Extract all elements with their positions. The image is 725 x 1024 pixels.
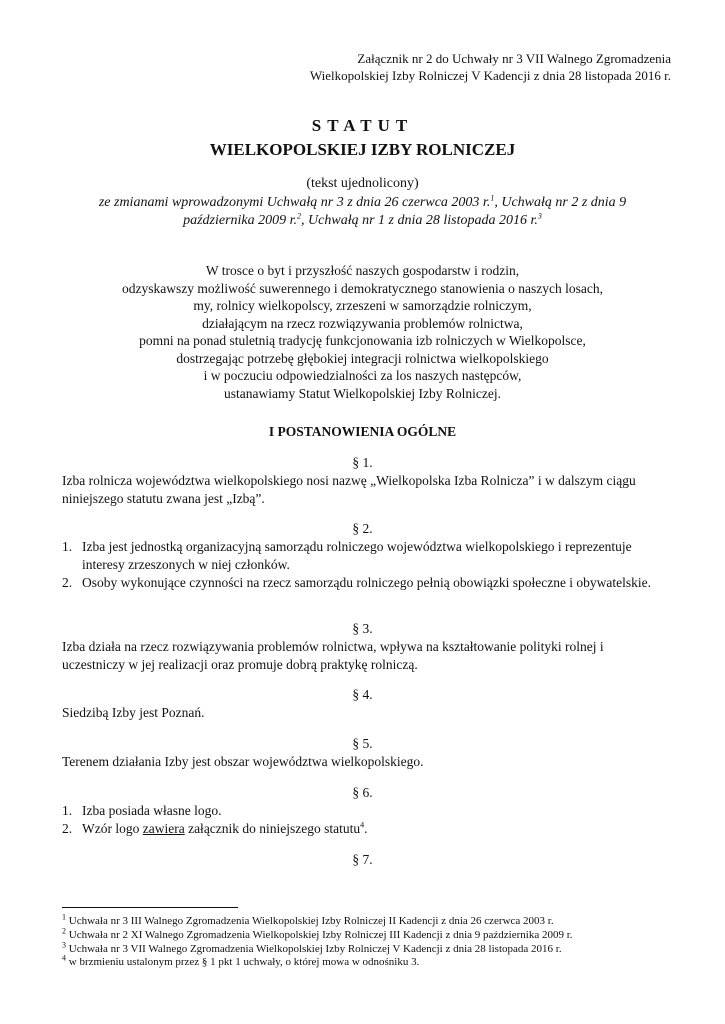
paragraph-2-list: [62, 538, 664, 592]
footnote-number: 2: [62, 926, 66, 936]
preamble-line: i w poczuciu odpowiedzialności za los naszych następców,: [203, 368, 522, 383]
list-item-number: 2.: [62, 821, 73, 836]
preamble-line: działającym na rzecz rozwiązywania problemów rolnictwa,: [202, 315, 523, 331]
preamble-line: my, rolnicy wielkopolscy, zrzeszeni w samorządzie rolniczym,: [193, 298, 532, 313]
footnote-ref: 3: [537, 211, 542, 221]
preamble: [0, 262, 725, 402]
footnote-number: 3: [62, 939, 66, 949]
list-item-number: 1.: [62, 803, 73, 818]
paragraph-4-text: Siedzibą Izby jest Poznań.: [62, 705, 205, 720]
amendment-text: ze zmianami wprowadzonymi Uchwałą nr 3 z dnia 26 czerwca 2003 r.: [98, 195, 491, 210]
attachment-header-line2: Wielkopolskiej Izby Rolniczej V Kadencji z dnia 28 listopada 2016 r.: [309, 68, 671, 83]
section-heading: I POSTANOWIENIA OGÓLNE: [268, 424, 457, 439]
text-fragment: załącznik do niniejszego statutu: [184, 821, 361, 836]
list-item-number: 1.: [62, 539, 73, 554]
attachment-header-line1: Załącznik nr 2 do Uchwały nr 3 VII Walnego Zgromadzenia: [357, 51, 671, 66]
paragraph-mark-4: § 4.: [352, 687, 373, 702]
attachment-header: [310, 50, 671, 84]
footnote-number: 1: [62, 912, 66, 922]
footnote-text: Uchwała nr 3 VII Walnego Zgromadzenia Wielkopolskiej Izby Rolniczej V Kadencji z dnia 28 listopada 2016 r.: [66, 942, 562, 955]
footnote: [62, 953, 573, 970]
list-item-number: 2.: [62, 575, 73, 590]
amendment-text: , Uchwałą nr 2 z dnia 9: [494, 195, 627, 210]
footnote-ref: 2: [297, 211, 302, 221]
document-title: STATUT: [311, 116, 414, 135]
paragraph-mark-7: § 7.: [352, 852, 373, 867]
paragraph-5-text: Terenem działania Izby jest obszar województwa wielkopolskiego.: [62, 754, 424, 769]
footnote: [62, 912, 573, 929]
paragraph-mark-2: § 2.: [352, 521, 373, 536]
paragraph-1-text: Izba rolnicza województwa wielkopolskiego nosi nazwę „Wielkopolska Izba Rolnicza” i w dalszym ciągu niniejszego statutu zwana jest „Izbą”.: [62, 473, 636, 506]
footnote-ref: 4: [360, 820, 365, 830]
footnote-text: Uchwała nr 3 III Walnego Zgromadzenia Wielkopolskiej Izby Rolniczej II Kadencji z dnia 26 czerwca 2003 r.: [66, 915, 554, 927]
footnote-text: w brzmieniu ustalonym przez § 1 pkt 1 uchwały, o której mowa w odnośniku 3.: [66, 956, 420, 969]
footnote-separator: [62, 907, 238, 908]
preamble-line: odzyskawszy możliwość suwerennego i demokratycznego stanowienia o naszych losach,: [122, 280, 603, 296]
text-fragment: Wzór logo: [82, 821, 143, 836]
footnote-number: 4: [62, 953, 66, 963]
paragraph-mark-1: § 1.: [352, 455, 373, 470]
amendment-text: , Uchwałą nr 1 z dnia 28 listopada 2016 r.: [301, 213, 538, 228]
preamble-line: dostrzegając potrzebę głębokiej integracji rolnictwa wielkopolskiego: [176, 350, 549, 366]
paragraph-6-list: [62, 802, 664, 838]
subtitle-consolidated: (tekst ujednolicony): [306, 176, 419, 191]
list-item-text: Izba posiada własne logo.: [82, 803, 222, 818]
preamble-line: W trosce o byt i przyszłość naszych gospodarstw i rodzin,: [205, 263, 520, 278]
paragraph-3-text: Izba działa na rzecz rozwiązywania problemów rolnictwa, wpływa na kształtowanie polityki rolnej i uczestniczy w jej realizacji oraz promuje dobrą praktykę rolniczą.: [62, 639, 604, 672]
paragraph-mark-6: § 6.: [352, 785, 373, 800]
list-item-text: [82, 820, 368, 838]
paragraph-mark-5: § 5.: [352, 736, 373, 751]
amendment-text: października 2009 r.: [183, 213, 298, 228]
list-item: [62, 574, 664, 592]
footnotes: [62, 912, 573, 970]
list-item: [62, 802, 664, 820]
document-title-org: WIELKOPOLSKIEJ IZBY ROLNICZEJ: [209, 140, 516, 159]
footnote-text: Uchwała nr 2 XI Walnego Zgromadzenia Wielkopolskiej Izby Rolniczej III Kadencji z dnia 9 października 2009 r.: [66, 928, 573, 941]
footnote: [62, 939, 573, 957]
paragraph-mark-3: § 3.: [352, 621, 373, 636]
underlined-word: zawiera: [142, 821, 185, 836]
list-item-text: Osoby wykonujące czynności na rzecz samorządu rolniczego pełnią obowiązki społeczne i obywatelskie.: [82, 575, 652, 590]
subtitle-amendments: [0, 194, 725, 230]
list-item-text: Izba jest jednostką organizacyjną samorządu rolniczego województwa wielkopolskiego i reprezentuje interesy zrzeszonych w niej członków.: [82, 539, 632, 572]
text-fragment: .: [364, 821, 368, 836]
footnote-ref: 1: [490, 193, 495, 203]
list-item: [62, 538, 664, 574]
list-item: [62, 820, 664, 838]
preamble-line: pomni na ponad stuletnią tradycję funkcjonowania izb rolniczych w Wielkopolsce,: [139, 333, 586, 348]
preamble-line: ustanawiamy Statut Wielkopolskiej Izby Rolniczej.: [223, 385, 502, 401]
footnote: [62, 926, 573, 943]
